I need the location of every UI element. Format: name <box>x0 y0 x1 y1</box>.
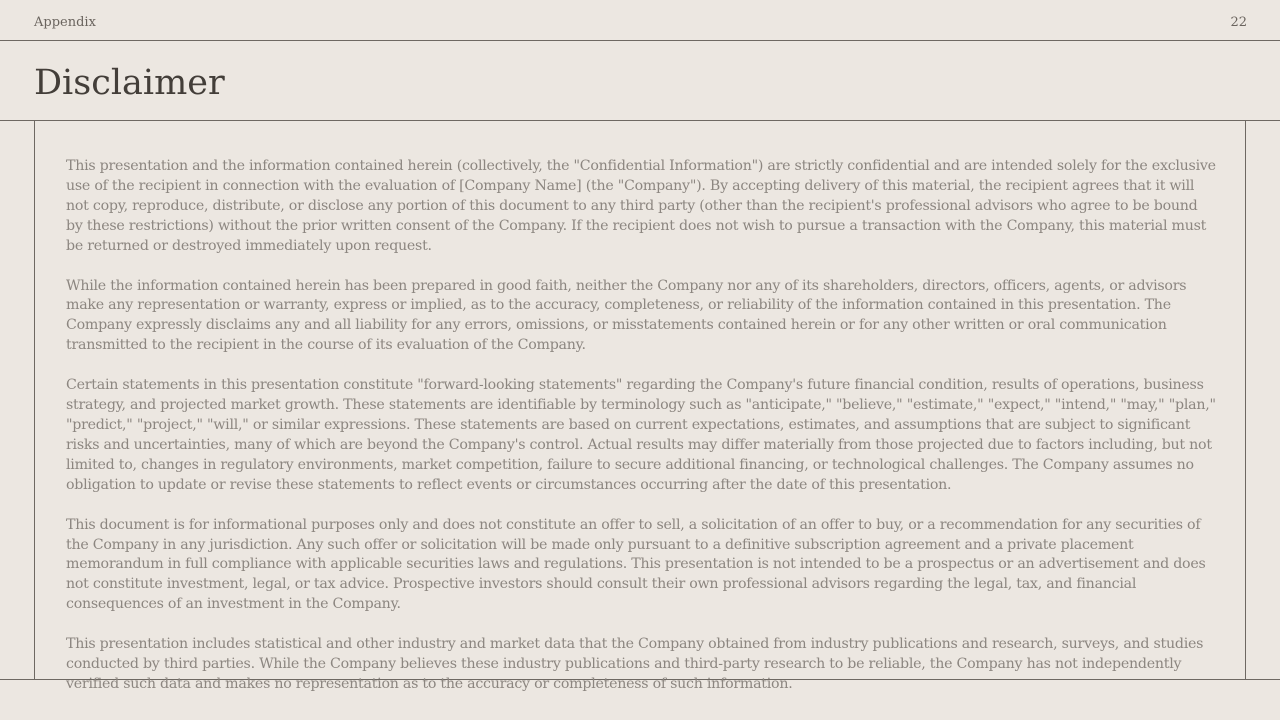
paragraph-forward-looking: Certain statements in this presentation constitute "forward-looking statements" regarding the Company's future financial condition, results of operations, business strategy, and projected market growth. These statements are identifiable by terminology such as "anticipate," "believe," "estimate," "expect," "intend," "may," "plan," "predict," "project," "will," or similar expressions. These statements are based on current expectations, estimates, and assumptions that are subject to significant risks and uncertainties, many of which are beyond the Company's control. Actual results may differ materially from those projected due to factors including, but not limited to, changes in regulatory environments, market competition, failure to secure additional financing, or technological challenges. The Company assumes no obligation to update or revise these statements to reflect events or circumstances occurring after the date of this presentation. <box>66 377 1216 493</box>
page-title: Disclaimer <box>34 63 225 103</box>
content-left-rule <box>34 121 35 680</box>
paragraph-no-warranty: While the information contained herein has been prepared in good faith, neither the Company nor any of its shareholders, directors, officers, agents, or advisors make any representation or warranty, express or implied, as to the accuracy, completeness, or reliability of the information contained in this presentation. The Company expressly disclaims any and all liability for any errors, omissions, or misstatements contained herein or for any other written or oral communication transmitted to the recipient in the course of its evaluation of the Company. <box>66 277 1187 354</box>
page-number: 22 <box>1230 15 1247 30</box>
paragraph-confidentiality: This presentation and the information contained herein (collectively, the "Confidential Information") are strictly confidential and are intended solely for the exclusive use of the recipient in connection with the evaluation of [Company Name] (the "Company"). By accepting delivery of this material, the recipient agrees that it will not copy, reproduce, distribute, or disclose any portion of this document to any third party (other than the recipient's professional advisors who agree to be bound by these restrictions) without the prior written consent of the Company. If the recipient does not wish to pursue a transaction with the Company, this material must be returned or destroyed immediately upon request. <box>66 158 1216 254</box>
paragraph-not-an-offer: This document is for informational purposes only and does not constitute an offer to sell, a solicitation of an offer to buy, or a recommendation for any securities of the Company in any jurisdiction. Any such offer or solicitation will be made only pursuant to a definitive subscription agreement and a private placement memorandum in full compliance with applicable securities laws and regulations. This presentation is not intended to be a prospectus or an advertisement and does not constitute investment, legal, or tax advice. Prospective investors should consult their own professional advisors regarding the legal, tax, and financial consequences of an investment in the Company. <box>66 516 1206 613</box>
disclaimer-body <box>66 157 1216 715</box>
paragraph-third-party-data: This presentation includes statistical and other industry and market data that the Company obtained from industry publications and research, surveys, and studies conducted by third parties. While the Company believes these industry publications and third-party research to be reliable, the Company has not independently verified such data and makes no representation as to the accuracy or completeness of such information. <box>66 636 1204 692</box>
content-right-rule <box>1245 121 1246 680</box>
content-top-rule <box>0 120 1280 121</box>
header-divider <box>0 40 1280 41</box>
section-label: Appendix <box>34 15 96 30</box>
